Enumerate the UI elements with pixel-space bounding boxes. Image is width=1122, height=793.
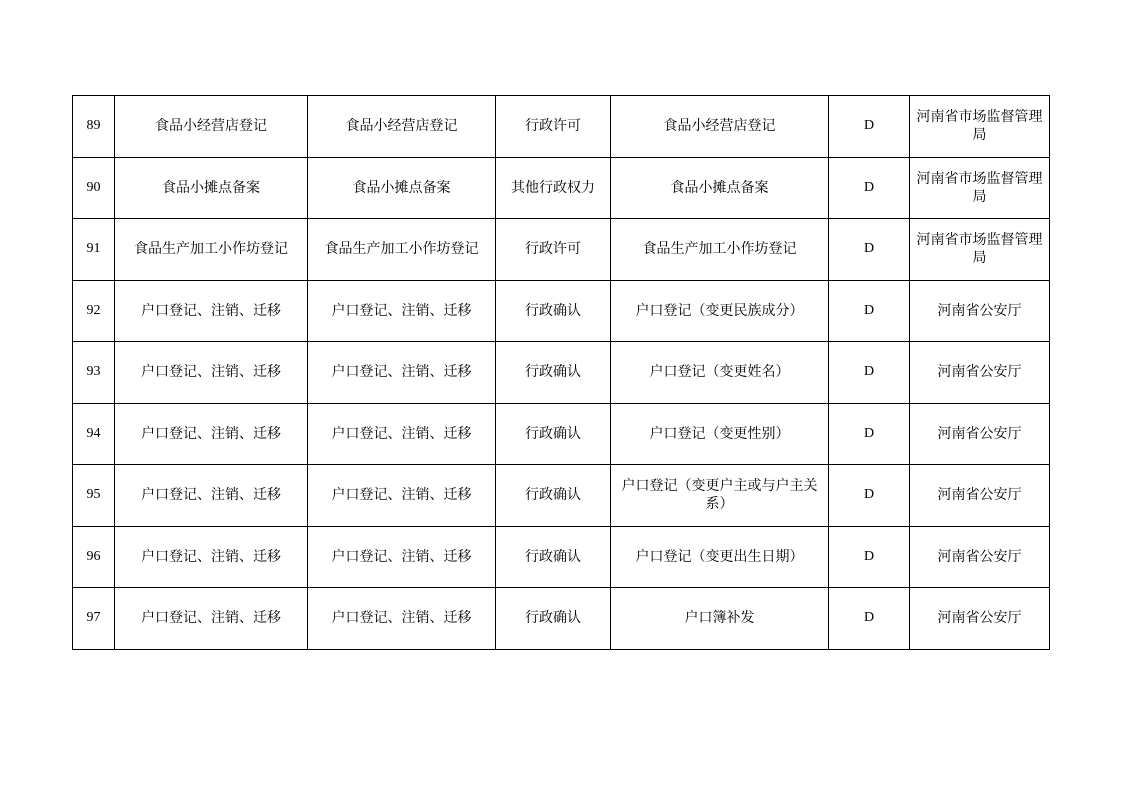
cell-number: 93 [73, 342, 115, 404]
service-items-table [72, 95, 1050, 650]
cell-sub-item-name: 户口登记、注销、迁移 [308, 342, 496, 404]
cell-sub-item-name: 食品生产加工小作坊登记 [308, 219, 496, 281]
cell-number: 90 [73, 157, 115, 219]
cell-department: 河南省市场监督管理局 [910, 157, 1050, 219]
table-row [73, 157, 1050, 219]
cell-sub-item-name: 户口登记、注销、迁移 [308, 526, 496, 588]
cell-category: 行政确认 [496, 280, 611, 342]
cell-item-name: 户口登记、注销、迁移 [115, 526, 308, 588]
cell-detail: 食品生产加工小作坊登记 [611, 219, 829, 281]
cell-detail: 户口簿补发 [611, 588, 829, 650]
cell-detail: 食品小经营店登记 [611, 96, 829, 158]
cell-detail: 户口登记（变更姓名） [611, 342, 829, 404]
cell-department: 河南省公安厅 [910, 342, 1050, 404]
table-body [73, 96, 1050, 650]
cell-item-name: 户口登记、注销、迁移 [115, 342, 308, 404]
cell-level: D [829, 157, 910, 219]
cell-level: D [829, 342, 910, 404]
cell-detail: 户口登记（变更出生日期） [611, 526, 829, 588]
cell-sub-item-name: 户口登记、注销、迁移 [308, 465, 496, 527]
cell-category: 行政确认 [496, 465, 611, 527]
table-row [73, 526, 1050, 588]
table-row [73, 588, 1050, 650]
cell-level: D [829, 526, 910, 588]
cell-number: 97 [73, 588, 115, 650]
cell-item-name: 户口登记、注销、迁移 [115, 465, 308, 527]
cell-category: 行政确认 [496, 588, 611, 650]
table-row [73, 219, 1050, 281]
cell-department: 河南省公安厅 [910, 280, 1050, 342]
cell-level: D [829, 280, 910, 342]
cell-detail: 食品小摊点备案 [611, 157, 829, 219]
table-row [73, 403, 1050, 465]
cell-sub-item-name: 户口登记、注销、迁移 [308, 403, 496, 465]
cell-category: 其他行政权力 [496, 157, 611, 219]
cell-item-name: 户口登记、注销、迁移 [115, 588, 308, 650]
cell-category: 行政确认 [496, 342, 611, 404]
cell-number: 91 [73, 219, 115, 281]
cell-number: 94 [73, 403, 115, 465]
cell-department: 河南省市场监督管理局 [910, 219, 1050, 281]
cell-item-name: 户口登记、注销、迁移 [115, 280, 308, 342]
cell-department: 河南省公安厅 [910, 526, 1050, 588]
cell-number: 95 [73, 465, 115, 527]
cell-department: 河南省市场监督管理局 [910, 96, 1050, 158]
cell-detail: 户口登记（变更民族成分） [611, 280, 829, 342]
cell-item-name: 食品生产加工小作坊登记 [115, 219, 308, 281]
cell-level: D [829, 588, 910, 650]
cell-sub-item-name: 户口登记、注销、迁移 [308, 588, 496, 650]
cell-level: D [829, 96, 910, 158]
cell-sub-item-name: 户口登记、注销、迁移 [308, 280, 496, 342]
cell-level: D [829, 465, 910, 527]
cell-sub-item-name: 食品小经营店登记 [308, 96, 496, 158]
cell-item-name: 户口登记、注销、迁移 [115, 403, 308, 465]
cell-level: D [829, 403, 910, 465]
cell-level: D [829, 219, 910, 281]
cell-department: 河南省公安厅 [910, 465, 1050, 527]
cell-detail: 户口登记（变更户主或与户主关系） [611, 465, 829, 527]
cell-item-name: 食品小摊点备案 [115, 157, 308, 219]
cell-category: 行政确认 [496, 526, 611, 588]
cell-department: 河南省公安厅 [910, 403, 1050, 465]
cell-number: 92 [73, 280, 115, 342]
cell-category: 行政确认 [496, 403, 611, 465]
cell-number: 89 [73, 96, 115, 158]
table-row [73, 96, 1050, 158]
cell-number: 96 [73, 526, 115, 588]
cell-category: 行政许可 [496, 219, 611, 281]
table-row [73, 280, 1050, 342]
table-row [73, 465, 1050, 527]
cell-category: 行政许可 [496, 96, 611, 158]
table-row [73, 342, 1050, 404]
cell-item-name: 食品小经营店登记 [115, 96, 308, 158]
cell-sub-item-name: 食品小摊点备案 [308, 157, 496, 219]
cell-department: 河南省公安厅 [910, 588, 1050, 650]
cell-detail: 户口登记（变更性别） [611, 403, 829, 465]
